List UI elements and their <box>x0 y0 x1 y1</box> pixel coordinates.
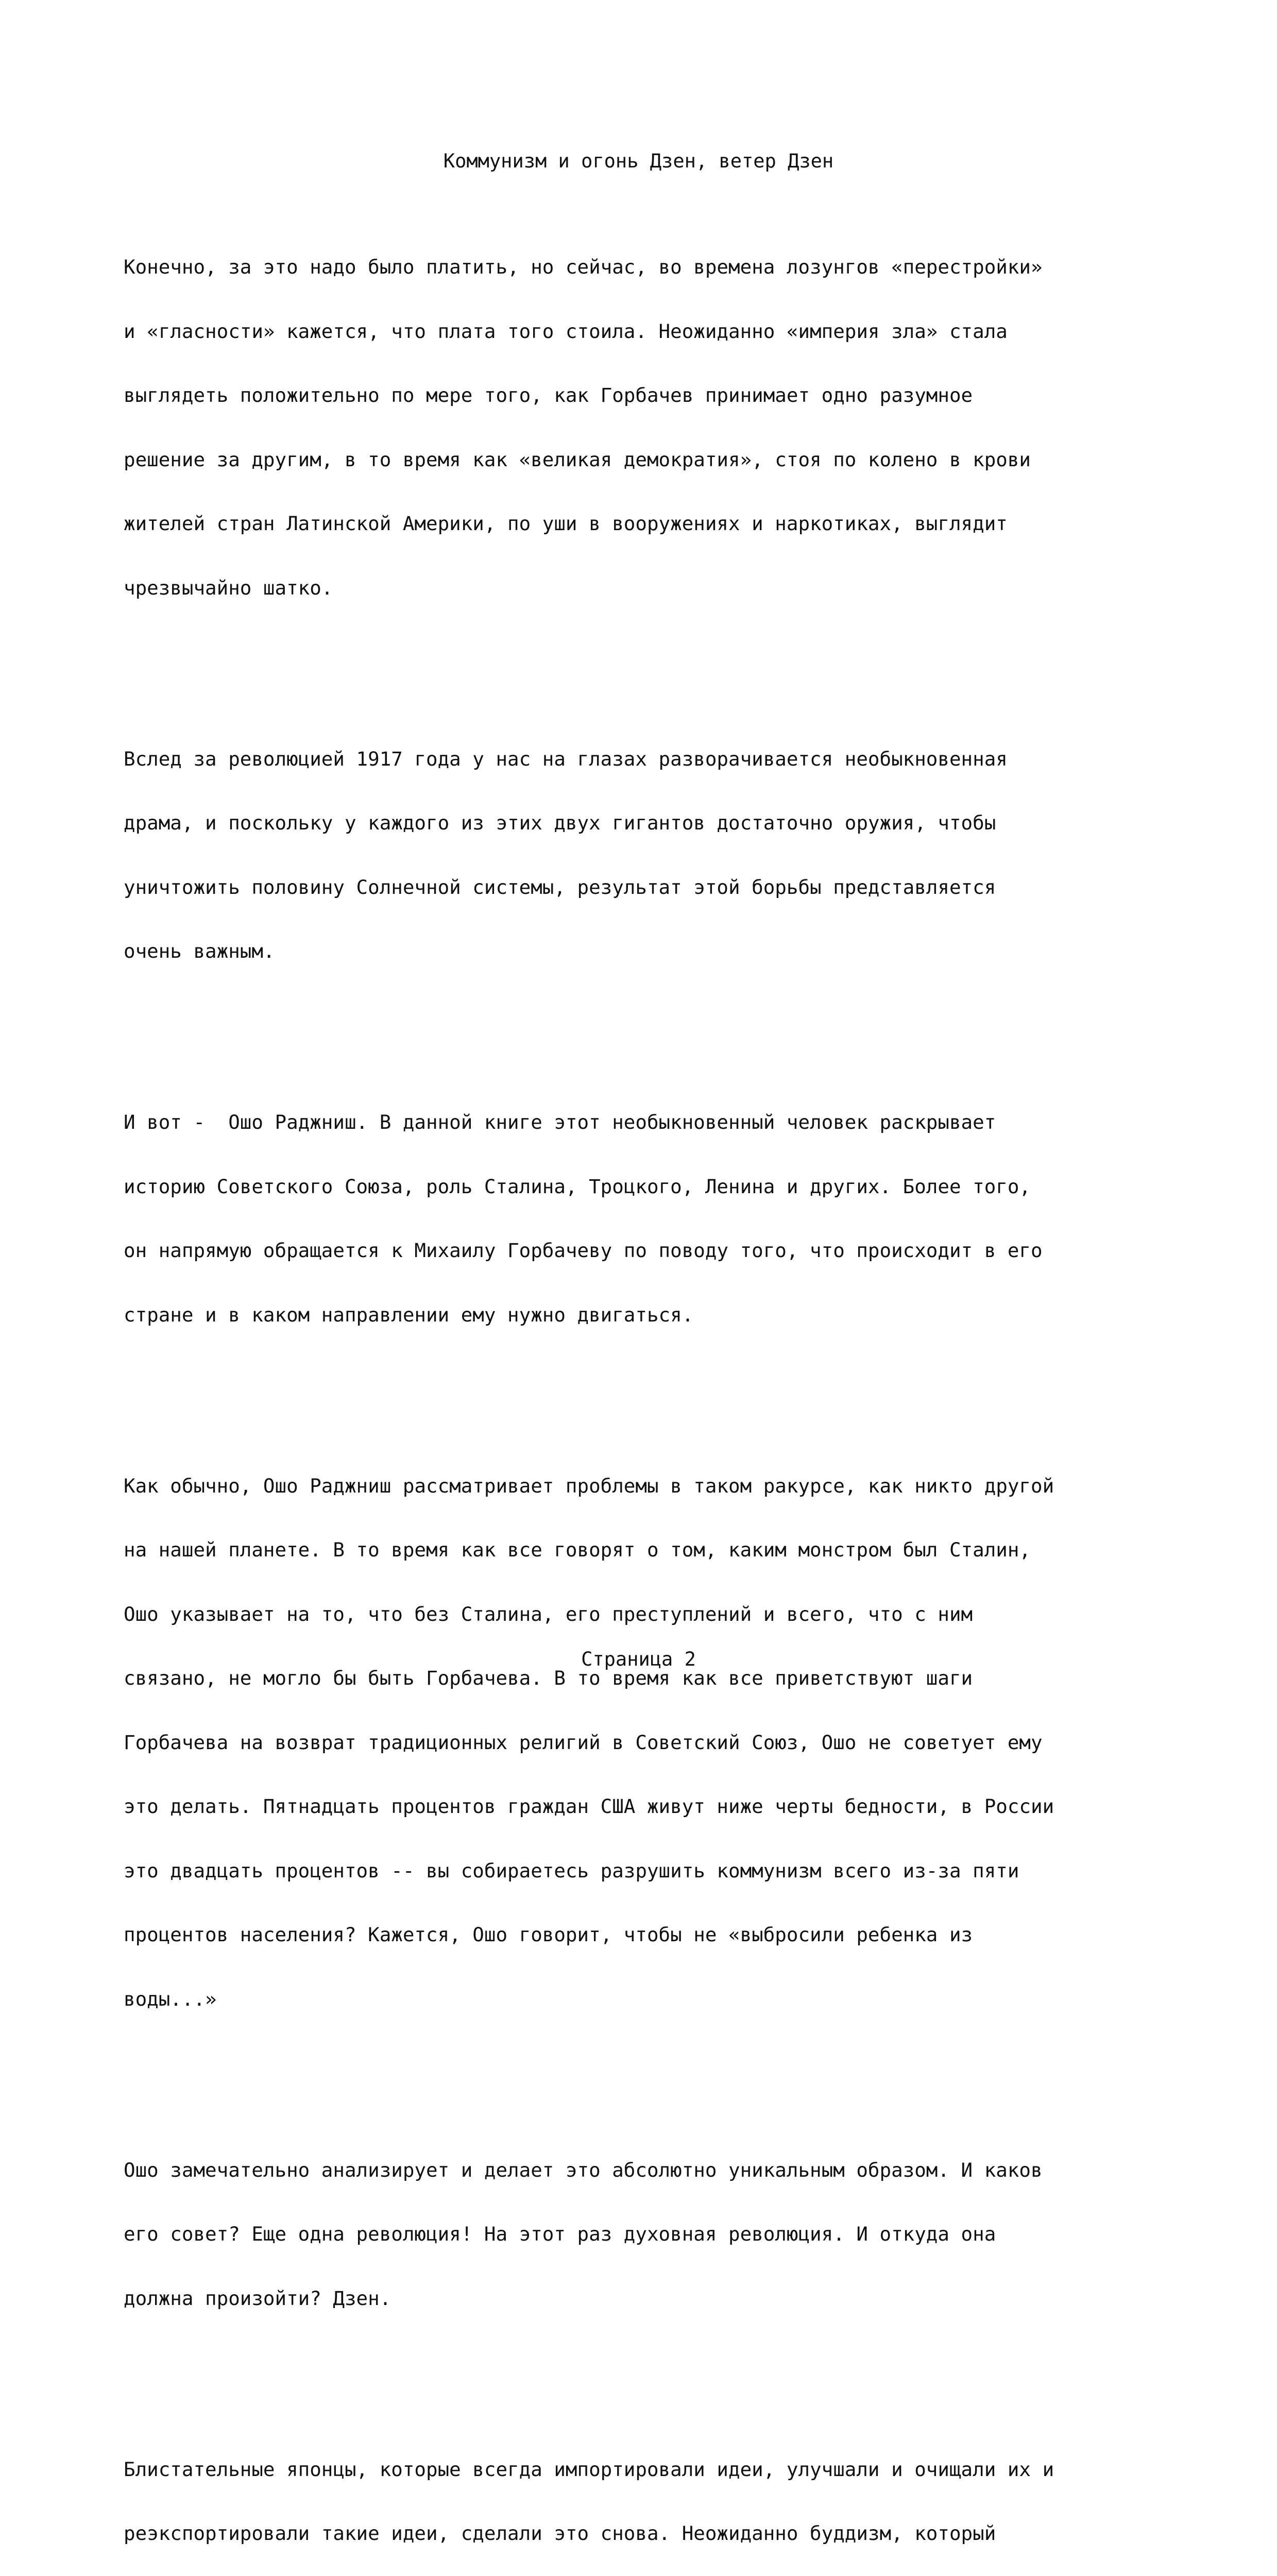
text-line: воды...» <box>124 1989 1164 2010</box>
text-line: уничтожить половину Солнечной системы, результат этой борьбы представляется <box>124 877 1164 899</box>
text-line: и «гласности» кажется, что плата того стоила. Неожиданно «империя зла» стала <box>124 321 1164 343</box>
text-line: жителей стран Латинской Америки, по уши в вооружениях и наркотиках, выглядит <box>124 513 1164 535</box>
text-line: Ошо замечательно анализирует и делает это абсолютно уникальным образом. И каков <box>124 2160 1164 2181</box>
text-line: Как обычно, Ошо Раджниш рассматривает проблемы в таком ракурсе, как никто другой <box>124 1476 1164 1497</box>
body-text <box>124 171 1164 2576</box>
text-line: решение за другим, в то время как «великая демократия», стоя по колено в крови <box>124 449 1164 471</box>
running-header: Коммунизм и огонь Дзен, ветер Дзен <box>0 150 1277 172</box>
text-line: на нашей планете. В то время как все говорят о том, каким монстром был Сталин, <box>124 1539 1164 1561</box>
text-line: должна произойти? Дзен. <box>124 2288 1164 2310</box>
text-line: Горбачева на возврат традиционных религий в Советский Союз, Ошо не советует ему <box>124 1732 1164 1754</box>
text-line: выглядеть положительно по мере того, как Горбачев принимает одно разумное <box>124 385 1164 406</box>
paragraph <box>124 2117 1164 2352</box>
text-line: это делать. Пятнадцать процентов граждан США живут ниже черты бедности, в России <box>124 1796 1164 1818</box>
paragraph <box>124 2416 1164 2576</box>
text-line: стране и в каком направлении ему нужно двигаться. <box>124 1304 1164 1326</box>
paragraph <box>124 1433 1164 2053</box>
text-line: Ошо указывает на то, что без Сталина, его преступлений и всего, что с ним <box>124 1604 1164 1625</box>
text-line: чрезвычайно шатко. <box>124 578 1164 599</box>
page-number: Страница 2 <box>0 1649 1277 1670</box>
text-line: И вот - Ошо Раджниш. В данной книге этот необыкновенный человек раскрывает <box>124 1112 1164 1133</box>
text-line: Конечно, за это надо было платить, но сейчас, во времена лозунгов «перестройки» <box>124 257 1164 278</box>
text-line: он напрямую обращается к Михаилу Горбачеву по поводу того, что происходит в его <box>124 1240 1164 1262</box>
text-line: его совет? Еще одна революция! На этот раз духовная революция. И откуда она <box>124 2224 1164 2245</box>
text-line: драма, и поскольку у каждого из этих двух гигантов достаточно оружия, чтобы <box>124 812 1164 834</box>
paragraph <box>124 706 1164 1005</box>
text-line: процентов населения? Кажется, Ошо говорит, чтобы не «выбросили ребенка из <box>124 1924 1164 1946</box>
text-line: связано, не могло бы быть Горбачева. В то время как все приветствуют шаги <box>124 1668 1164 1689</box>
text-line: это двадцать процентов -- вы собираетесь разрушить коммунизм всего из-за пяти <box>124 1860 1164 1882</box>
text-line: реэкспортировали такие идеи, сделали это снова. Неожиданно буддизм, который <box>124 2523 1164 2545</box>
paragraph <box>124 1069 1164 1368</box>
paragraph <box>124 214 1164 641</box>
text-line: Вслед за революцией 1917 года у нас на глазах разворачивается необыкновенная <box>124 749 1164 770</box>
text-line: очень важным. <box>124 941 1164 962</box>
text-line: Блистательные японцы, которые всегда импортировали идеи, улучшали и очищали их и <box>124 2459 1164 2481</box>
text-line: историю Советского Союза, роль Сталина, Троцкого, Ленина и других. Более того, <box>124 1176 1164 1198</box>
